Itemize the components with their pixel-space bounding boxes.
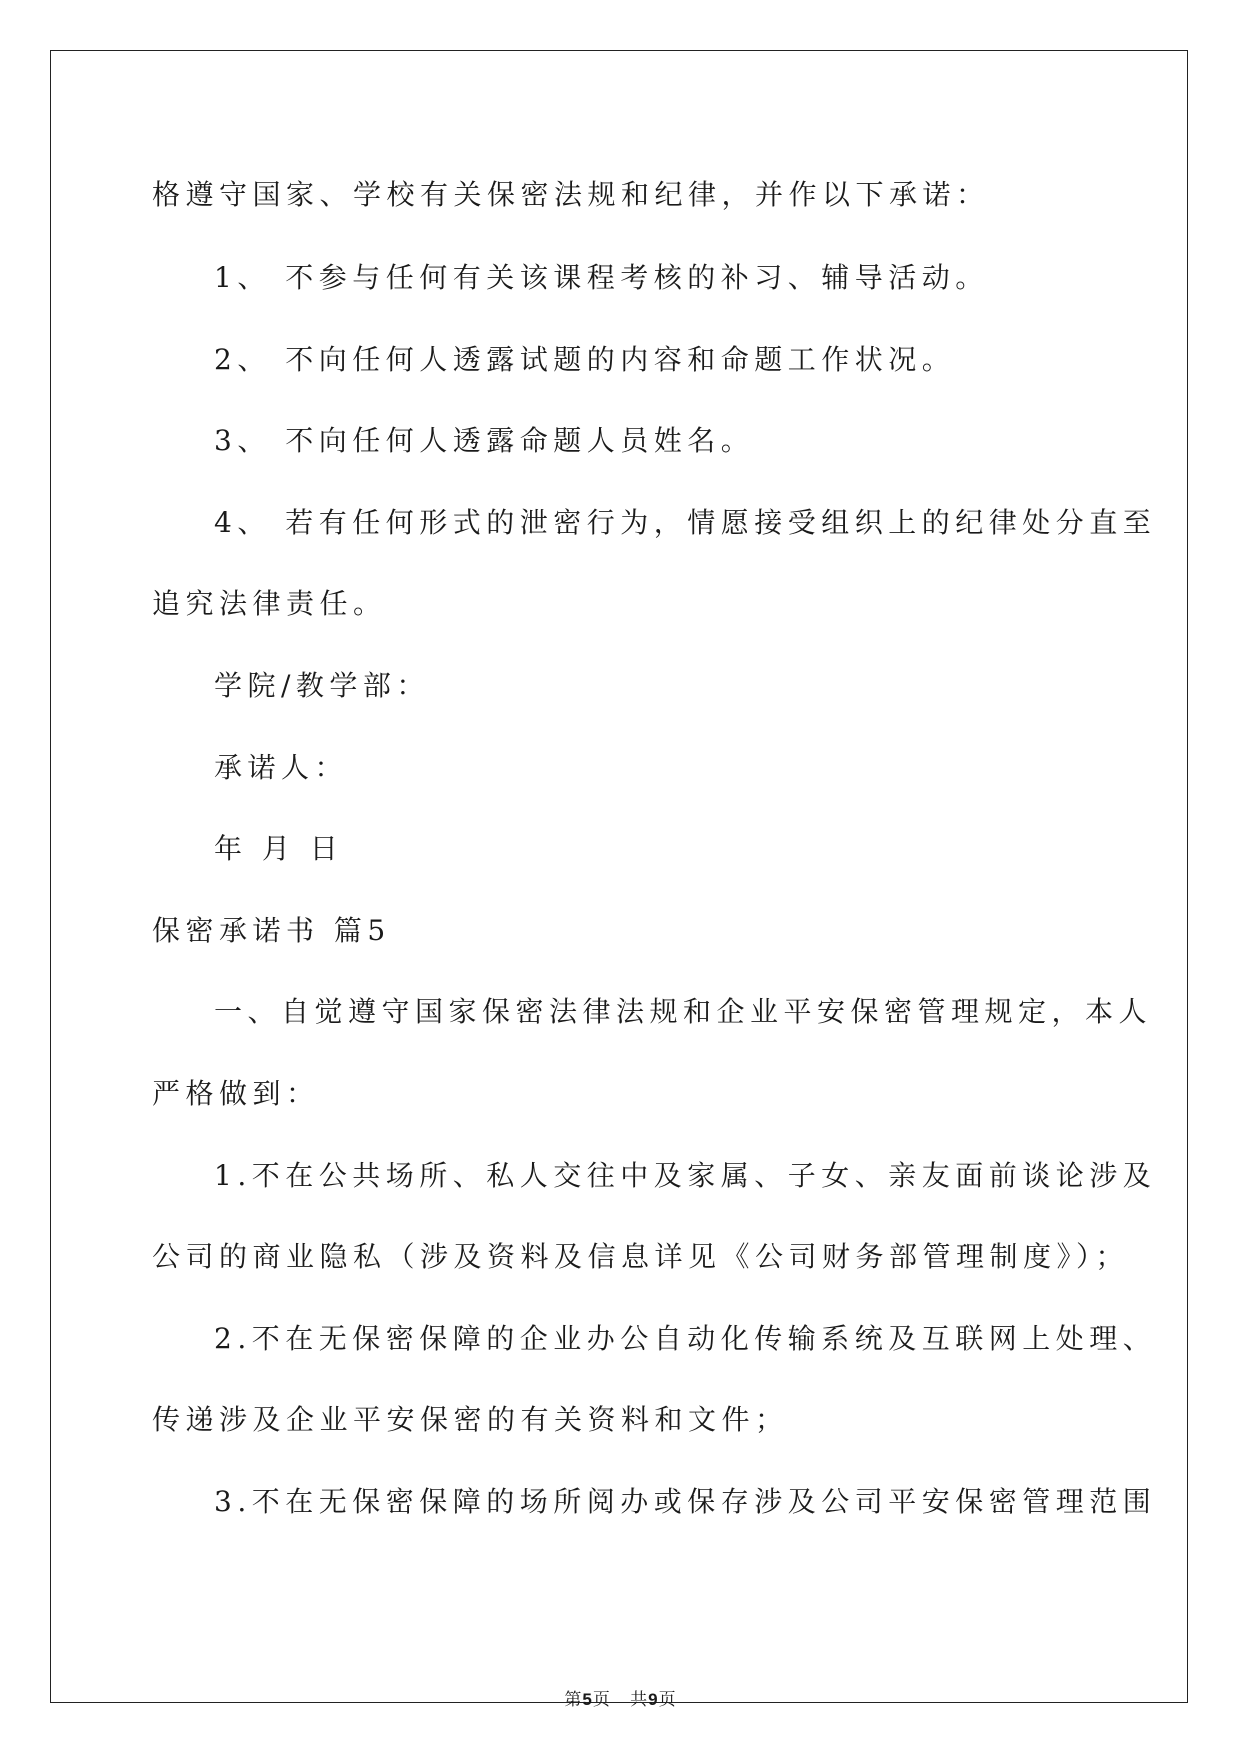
page-number [0, 1685, 1241, 1710]
list-item-2: 2、 不向任何人透露试题的内容和命题工作状况。 [214, 343, 956, 376]
section-heading: 保密承诺书 篇5 [152, 914, 391, 947]
text-line: 一、自觉遵守国家保密法律法规和企业平安保密管理规定，本人 [214, 995, 1153, 1028]
page-suffix: 页 [658, 1690, 677, 1710]
text-line: 严格做到： [152, 1077, 320, 1110]
text-line: 3.不在无保密保障的场所阅办或保存涉及公司平安保密管理范围 [214, 1485, 1157, 1518]
list-item-1: 1、 不参与任何有关该课程考核的补习、辅导活动。 [214, 261, 989, 294]
date-label: 年 月 日 [214, 832, 344, 865]
page-prefix: 第 [564, 1690, 583, 1710]
page-mid: 页 共 [592, 1690, 649, 1710]
text-line: 格遵守国家、学校有关保密法规和纪律，并作以下承诺： [152, 178, 990, 211]
text-line: 1.不在公共场所、私人交往中及家属、子女、亲友面前谈论涉及 [214, 1159, 1157, 1192]
page-total: 9 [648, 1690, 659, 1709]
list-item-4: 4、 若有任何形式的泄密行为，情愿接受组织上的纪律处分直至 [214, 506, 1157, 539]
text-line: 2.不在无保密保障的企业办公自动化传输系统及互联网上处理、 [214, 1322, 1157, 1355]
college-label: 学院/教学部： [214, 669, 430, 702]
text-line: 公司的商业隐私（涉及资料及信息详见《公司财务部管理制度》）； [152, 1240, 1130, 1273]
promisor-label: 承诺人： [214, 751, 349, 784]
page-current: 5 [582, 1690, 593, 1709]
text-line: 传递涉及企业平安保密的有关资料和文件； [152, 1403, 789, 1436]
list-item-3: 3、 不向任何人透露命题人员姓名。 [214, 424, 755, 457]
text-line: 追究法律责任。 [152, 587, 387, 620]
